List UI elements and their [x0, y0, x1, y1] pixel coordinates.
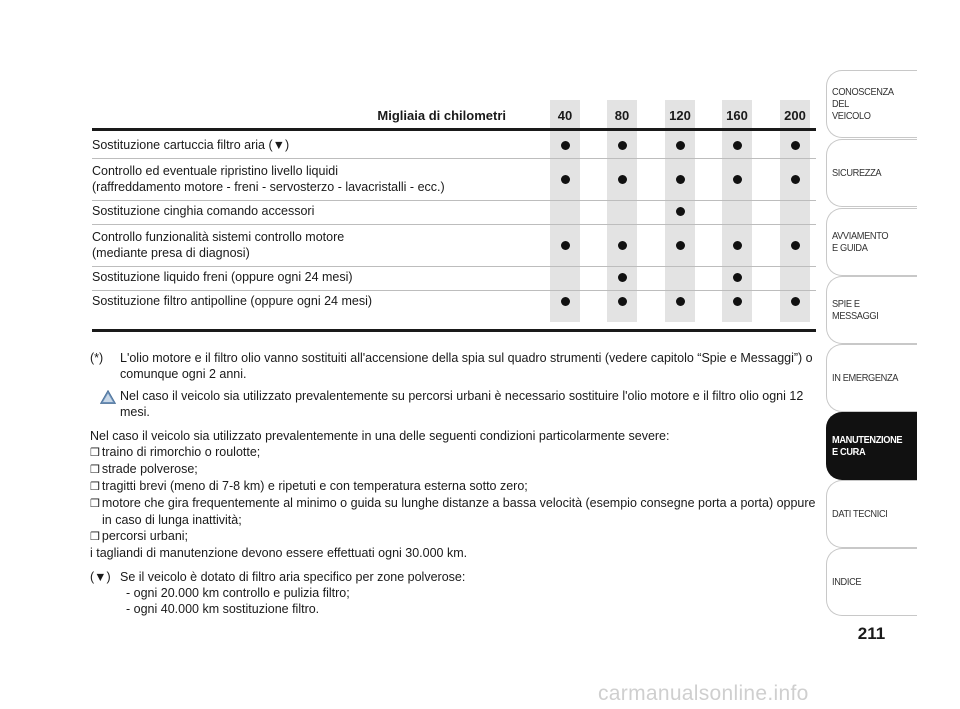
chapter-tab-label	[832, 167, 907, 179]
maintenance-dot	[791, 297, 800, 306]
table-row-text-line: Sostituzione cinghia comando accessori	[92, 204, 315, 218]
km-column-shade	[780, 100, 810, 322]
severe-condition-item	[90, 528, 816, 545]
table-row-text-line: Controllo ed eventuale ripristino livello liquidi	[92, 164, 338, 178]
chapter-tab[interactable]	[826, 276, 917, 344]
urban-warning-text: Nel caso il veicolo sia utilizzato prevalentemente su percorsi urbani è necessario sostituire l'olio motore e il filtro olio ogni 12 mesi.	[120, 389, 804, 419]
table-row-text-line: Controllo funzionalità sistemi controllo motore	[92, 230, 345, 244]
header-rule	[92, 128, 816, 131]
severe-condition-item	[90, 495, 816, 528]
chapter-tab[interactable]	[826, 412, 917, 480]
chapter-tab-label-line: CONOSCENZA	[832, 86, 894, 98]
watermark: carmanualsonline.info	[598, 682, 809, 705]
chapter-tab-label-line: INDICE	[832, 576, 862, 588]
chapter-tab-label	[832, 576, 907, 588]
km-header-label: Migliaia di chilometri	[377, 108, 506, 123]
row-divider	[92, 224, 816, 225]
table-row-label	[92, 163, 532, 195]
maintenance-dot	[733, 141, 742, 150]
checkbox-bullet-icon: ❒	[90, 464, 100, 476]
km-column-shade	[550, 100, 580, 322]
table-row-label	[92, 269, 532, 285]
checkbox-bullet-icon: ❒	[90, 481, 100, 493]
table-row-label	[92, 137, 532, 153]
table-row-text-line: Sostituzione cartuccia filtro aria (▼)	[92, 138, 290, 152]
km-column-header: 40	[557, 108, 573, 123]
maintenance-dot	[676, 241, 685, 250]
chapter-tab-label-line: SICUREZZA	[832, 167, 882, 179]
severe-condition-text: motore che gira frequentemente al minimo o guida su lunghe distanze a bassa velocità (esempio consegne porta a porta) oppure in caso di lunga inattività;	[101, 496, 816, 527]
chapter-tab[interactable]	[826, 344, 917, 412]
chapter-tab-label	[832, 86, 907, 122]
severe-condition-text: percorsi urbani;	[101, 529, 189, 543]
oil-note-mark: (*)	[90, 351, 104, 365]
filter-note-intro: Se il veicolo è dotato di filtro aria specifico per zone polverose:	[120, 570, 466, 584]
chapter-tab[interactable]	[826, 70, 917, 138]
checkbox-bullet-icon: ❒	[90, 447, 100, 459]
checkbox-bullet-icon: ❒	[90, 498, 100, 510]
filter-note	[90, 569, 816, 585]
urban-warning	[90, 388, 816, 420]
maintenance-dot	[791, 241, 800, 250]
severe-outro: i tagliandi di manutenzione devono essere effettuati ogni 30.000 km.	[90, 546, 468, 560]
maintenance-dot	[676, 175, 685, 184]
km-column-shade	[607, 100, 637, 322]
severe-condition-item	[90, 444, 816, 461]
chapter-tab-label-line: VEICOLO	[832, 110, 871, 122]
severe-condition-text: strade polverose;	[101, 462, 198, 476]
table-row-text-line: Sostituzione liquido freni (oppure ogni 24 mesi)	[92, 270, 353, 284]
maintenance-dot	[561, 175, 570, 184]
chapter-tab-label-line: AVVIAMENTO	[832, 230, 889, 242]
chapter-tab-label-line: DATI TECNICI	[832, 508, 888, 520]
maintenance-dot	[561, 297, 570, 306]
severe-intro: Nel caso il veicolo sia utilizzato prevalentemente in una delle seguenti condizioni particolarmente severe:	[90, 429, 670, 443]
warning-triangle-icon	[100, 390, 116, 404]
oil-note	[90, 350, 816, 382]
maintenance-dot	[618, 175, 627, 184]
table-row-text-line: Sostituzione filtro antipolline (oppure ogni 24 mesi)	[92, 294, 373, 308]
row-divider	[92, 158, 816, 159]
filter-item: - ogni 40.000 km sostituzione filtro.	[126, 602, 320, 616]
chapter-tab-label-line: E CURA	[832, 446, 866, 458]
maintenance-dot	[733, 241, 742, 250]
maintenance-table	[92, 100, 816, 332]
chapter-tab-label-line: E GUIDA	[832, 242, 868, 254]
checkbox-bullet-icon: ❒	[90, 531, 100, 543]
severe-condition-item	[90, 461, 816, 478]
maintenance-dot	[733, 297, 742, 306]
chapter-tab[interactable]	[826, 139, 917, 207]
chapter-tab-label	[832, 508, 907, 520]
maintenance-dot	[561, 141, 570, 150]
oil-note-text: L'olio motore e il filtro olio vanno sostituiti all'accensione della spia sul quadro strumenti (vedere capitolo “Spie e Messaggi”) o comunque ogni 2 anni.	[120, 351, 813, 381]
chapter-tab[interactable]	[826, 208, 917, 276]
maintenance-dot	[676, 141, 685, 150]
page-number: 211	[857, 624, 886, 643]
table-row-label	[92, 293, 532, 309]
maintenance-dot	[791, 141, 800, 150]
severe-condition-text: traino di rimorchio o roulotte;	[101, 445, 261, 459]
chapter-tab-label	[832, 230, 907, 254]
table-row-label	[92, 203, 532, 219]
severe-condition-text: tragitti brevi (meno di 7-8 km) e ripetuti e con temperatura esterna sotto zero;	[101, 479, 528, 493]
chapter-tab-label-line: IN EMERGENZA	[832, 372, 899, 384]
maintenance-dot	[676, 207, 685, 216]
chapter-tab[interactable]	[826, 480, 917, 548]
km-column-header: 120	[669, 108, 691, 123]
maintenance-dot	[618, 273, 627, 282]
km-column-header: 160	[726, 108, 748, 123]
chapter-tab-label	[832, 372, 907, 384]
row-divider	[92, 266, 816, 267]
severe-condition-item	[90, 478, 816, 495]
chapter-tab-label	[832, 434, 907, 458]
maintenance-dot	[561, 241, 570, 250]
km-column-header: 200	[784, 108, 806, 123]
row-divider	[92, 290, 816, 291]
km-column-header: 80	[614, 108, 630, 123]
filter-note-mark: (▼)	[90, 570, 111, 584]
maintenance-notes	[90, 350, 816, 617]
chapter-tab[interactable]	[826, 548, 917, 616]
chapter-tab-label-line: SPIE E	[832, 298, 860, 310]
km-column-shade	[722, 100, 752, 322]
table-row-label	[92, 229, 532, 261]
maintenance-dot	[618, 241, 627, 250]
chapter-tab-label	[832, 298, 907, 322]
severe-conditions-list	[90, 444, 816, 545]
table-row-text-line: (raffreddamento motore - freni - servosterzo - lavacristalli - ecc.)	[92, 180, 445, 194]
maintenance-dot	[733, 273, 742, 282]
maintenance-dot	[618, 141, 627, 150]
chapter-tab-label-line: DEL	[832, 98, 849, 110]
chapter-tab-label-line: MANUTENZIONE	[832, 434, 903, 446]
chapter-tab-label-line: MESSAGGI	[832, 310, 879, 322]
table-bottom-rule	[92, 329, 816, 332]
row-divider	[92, 200, 816, 201]
table-row-text-line: (mediante presa di diagnosi)	[92, 246, 250, 260]
filter-item: - ogni 20.000 km controllo e pulizia filtro;	[126, 586, 350, 600]
maintenance-dot	[618, 297, 627, 306]
maintenance-dot	[676, 297, 685, 306]
maintenance-dot	[791, 175, 800, 184]
maintenance-dot	[733, 175, 742, 184]
